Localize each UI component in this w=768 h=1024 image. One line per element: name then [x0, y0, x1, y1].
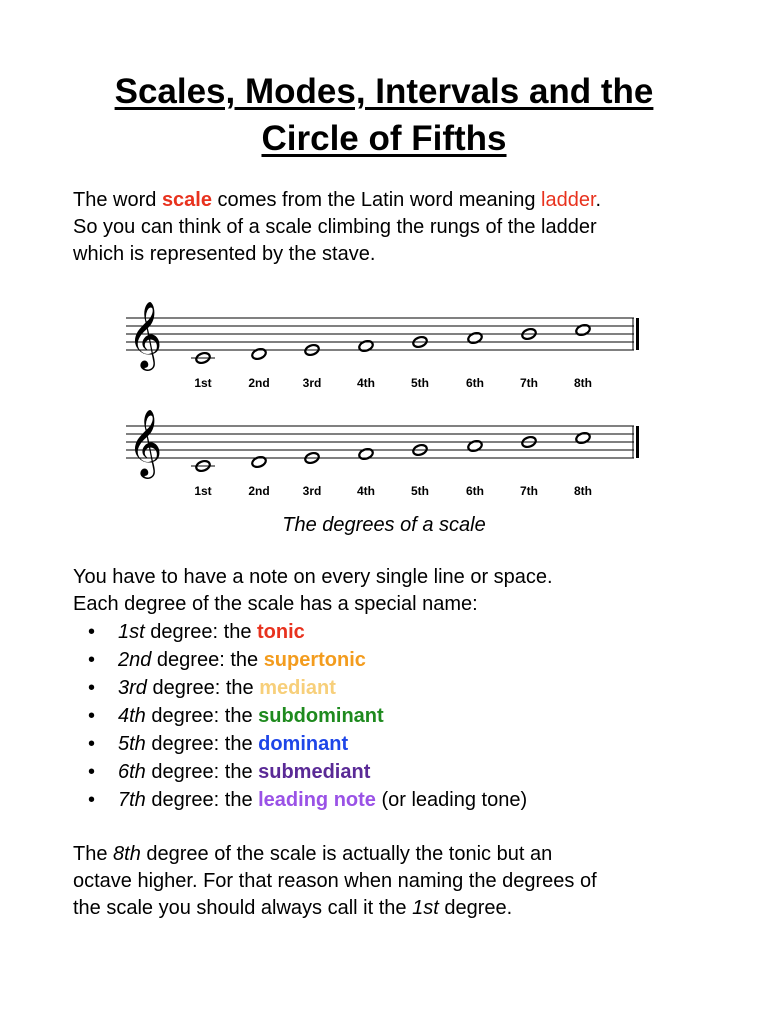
degree-name: tonic: [257, 621, 305, 643]
degree-ordinal: 3rd: [118, 677, 147, 699]
staff-svg-1: [118, 296, 648, 396]
degree-name: mediant: [259, 677, 336, 699]
body-line-2: Each degree of the scale has a special name:: [73, 593, 478, 615]
degree-label: 1st: [194, 484, 212, 498]
intro-line-3: which is represented by the stave.: [73, 243, 376, 265]
title-line-2: Circle of Fifths: [261, 119, 507, 158]
whole-note-icon: [467, 331, 483, 344]
degree-text: degree: the: [145, 733, 259, 755]
degree-label: 2nd: [248, 484, 270, 498]
whole-note-icon: [575, 323, 591, 336]
degree-item-1: [88, 618, 527, 646]
intro-line-2: So you can think of a scale climbing the rungs of the ladder: [73, 216, 597, 238]
degree-name: leading note: [258, 789, 376, 811]
degree-name: subdominant: [258, 705, 384, 727]
bullet-icon: •: [88, 649, 96, 671]
whole-note-icon: [358, 339, 374, 352]
degree-item-4: [88, 702, 527, 730]
bullet-icon: •: [88, 789, 96, 811]
degree-label: 7th: [520, 484, 538, 498]
degree-item-7: [88, 786, 527, 814]
degree-label: 5th: [411, 376, 429, 390]
body-line-1: You have to have a note on every single line or space.: [73, 566, 553, 588]
degree-label: 6th: [466, 376, 484, 390]
degree-label: 3rd: [302, 376, 322, 390]
degree-ordinal: 2nd: [118, 649, 152, 671]
degree-label: 4th: [357, 376, 375, 390]
staff-caption: The degrees of a scale: [282, 514, 486, 536]
degree-ordinal: 7th: [118, 789, 146, 811]
closing-line-2: octave higher. For that reason when naming the degrees of: [73, 870, 597, 892]
page-title: [40, 68, 728, 162]
degree-label: 8th: [574, 376, 592, 390]
degree-name: supertonic: [263, 649, 366, 671]
closing-paragraph: [73, 841, 713, 922]
degree-suffix: (or leading tone): [375, 789, 528, 811]
degree-text: degree: the: [151, 649, 264, 671]
treble-clef-icon: 𝄞: [128, 300, 163, 368]
intro-paragraph: [73, 187, 713, 268]
whole-note-icon: [358, 447, 374, 460]
treble-clef-icon: 𝄞: [128, 408, 163, 476]
degree-text: degree: the: [145, 789, 259, 811]
degree-text: degree: the: [145, 705, 259, 727]
degree-item-3: [88, 674, 527, 702]
whole-note-icon: [251, 347, 267, 360]
degree-text: degree: the: [145, 761, 259, 783]
bullet-icon: •: [88, 621, 96, 643]
keyword-scale: scale: [161, 189, 212, 211]
degree-name: submediant: [258, 761, 371, 783]
degree-label: 4th: [357, 484, 375, 498]
staff-svg-2: [118, 404, 648, 504]
intro-line-1: The word scale comes from the Latin word meaning ladder.: [73, 189, 602, 211]
closing-line-3: the scale you should always call it the 1st degree.: [73, 897, 513, 919]
degree-label: 2nd: [248, 376, 270, 390]
bullet-icon: •: [88, 733, 96, 755]
whole-note-icon: [575, 431, 591, 444]
degree-label: 5th: [411, 484, 429, 498]
degree-text: degree: the: [146, 677, 260, 699]
whole-note-icon: [467, 439, 483, 452]
degree-item-2: [88, 646, 527, 674]
bullet-icon: •: [88, 677, 96, 699]
body-paragraph: [73, 564, 713, 618]
degree-label: 3rd: [302, 484, 322, 498]
degree-item-6: [88, 758, 527, 786]
degree-ordinal: 4th: [118, 705, 146, 727]
degree-label: 6th: [466, 484, 484, 498]
music-staff-1: [118, 296, 648, 396]
closing-line-1: The 8th degree of the scale is actually the tonic but an: [73, 843, 553, 865]
degree-ordinal: 6th: [118, 761, 146, 783]
bullet-icon: •: [88, 761, 96, 783]
degree-name: dominant: [258, 733, 349, 755]
degree-label: 1st: [194, 376, 212, 390]
barline-thick: [636, 426, 639, 458]
barline-thick: [636, 318, 639, 350]
degree-ordinal: 5th: [118, 733, 146, 755]
degree-label: 7th: [520, 376, 538, 390]
bullet-icon: •: [88, 705, 96, 727]
title-line-1: Scales, Modes, Intervals and the: [114, 72, 654, 111]
degree-label: 8th: [574, 484, 592, 498]
keyword-ladder: ladder: [541, 189, 596, 211]
music-staff-2: [118, 404, 648, 504]
degree-list: [88, 618, 527, 814]
degree-text: degree: the: [144, 621, 257, 643]
degree-item-5: [88, 730, 527, 758]
degree-ordinal: 1st: [118, 621, 145, 643]
whole-note-icon: [251, 455, 267, 468]
